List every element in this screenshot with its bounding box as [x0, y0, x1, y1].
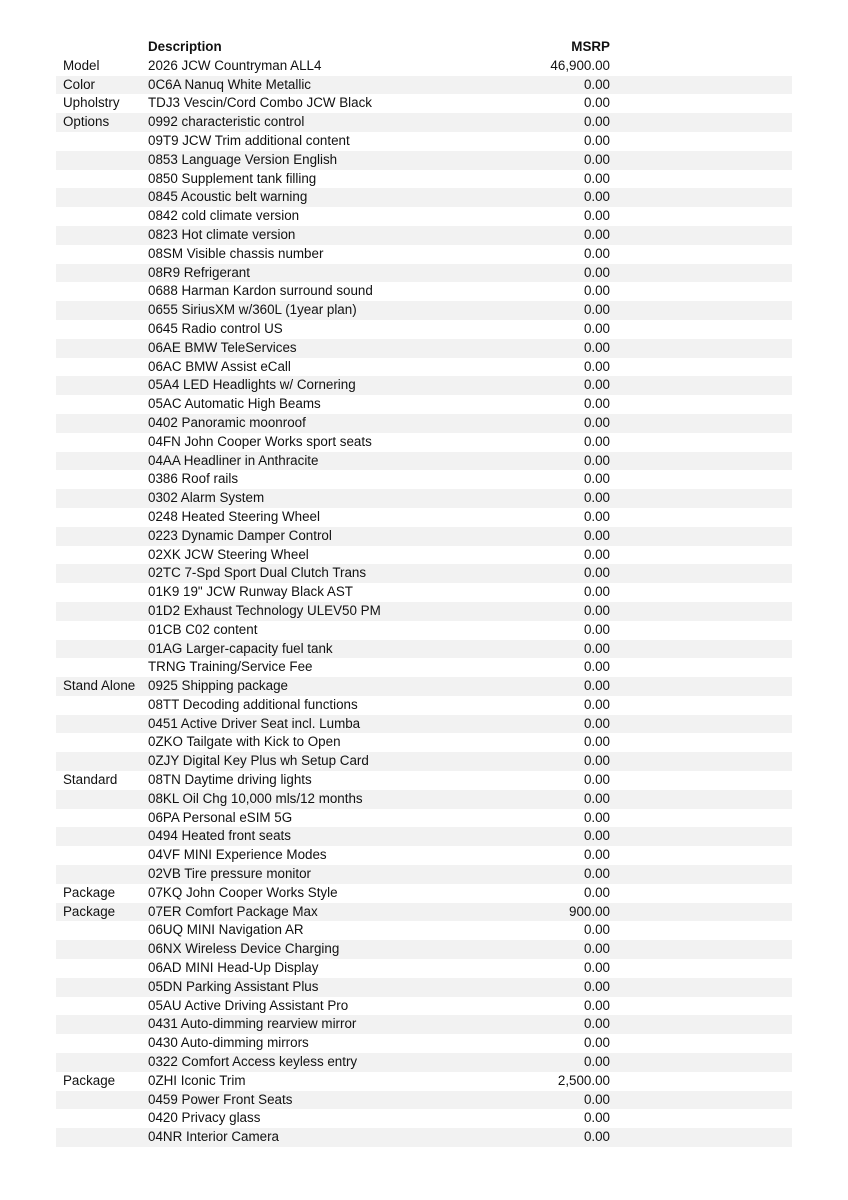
row-msrp: 0.00: [583, 922, 610, 938]
table-row: [56, 1034, 792, 1053]
row-description: 05DN Parking Assistant Plus: [148, 978, 319, 994]
row-description: 0248 Heated Steering Wheel: [148, 508, 320, 524]
row-description: 0C6A Nanuq White Metallic: [148, 76, 311, 92]
row-category: Standard: [63, 772, 118, 788]
row-description: 2026 JCW Countryman ALL4: [148, 57, 322, 73]
table-row: [56, 640, 792, 659]
row-category: Package: [63, 884, 116, 900]
row-msrp: 0.00: [583, 659, 610, 675]
description-header: Description: [148, 39, 222, 54]
table-row: [56, 790, 792, 809]
row-msrp: 0.00: [583, 471, 610, 487]
table-row: [56, 1128, 792, 1147]
table-row: [56, 658, 792, 677]
table-row: [56, 752, 792, 771]
table-row: [56, 903, 792, 922]
row-msrp: 0.00: [583, 339, 610, 355]
table-row: [56, 884, 792, 903]
table-row: [56, 358, 792, 377]
row-description: 0402 Panoramic moonroof: [148, 414, 306, 430]
row-msrp: 0.00: [583, 377, 610, 393]
table-row: [56, 733, 792, 752]
table-row: [56, 696, 792, 715]
row-description: 08R9 Refrigerant: [148, 264, 250, 280]
row-msrp: 0.00: [583, 302, 610, 318]
row-msrp: 0.00: [583, 208, 610, 224]
table-row: [56, 76, 792, 95]
row-description: 0430 Auto-dimming mirrors: [148, 1035, 309, 1051]
row-msrp: 0.00: [583, 132, 610, 148]
table-row: [56, 433, 792, 452]
row-description: 06AD MINI Head-Up Display: [148, 960, 319, 976]
row-description: 05A4 LED Headlights w/ Cornering: [148, 377, 356, 393]
row-msrp: 0.00: [583, 847, 610, 863]
row-msrp: 0.00: [583, 189, 610, 205]
row-description: 0688 Harman Kardon surround sound: [148, 283, 373, 299]
row-description: 07KQ John Cooper Works Style: [148, 884, 338, 900]
price-sheet: [56, 38, 792, 1147]
row-description: 04NR Interior Camera: [148, 1129, 279, 1145]
row-msrp: 0.00: [583, 76, 610, 92]
row-description: 06AE BMW TeleServices: [148, 339, 297, 355]
row-description: 06PA Personal eSIM 5G: [148, 809, 293, 825]
row-description: 0223 Dynamic Damper Control: [148, 527, 332, 543]
row-msrp: 0.00: [583, 809, 610, 825]
row-msrp: 0.00: [583, 114, 610, 130]
row-msrp: 0.00: [583, 414, 610, 430]
table-row: [56, 997, 792, 1016]
row-category: Model: [63, 57, 100, 73]
row-description: 0451 Active Driver Seat incl. Lumba: [148, 715, 361, 731]
table-row: [56, 170, 792, 189]
row-msrp: 0.00: [583, 565, 610, 581]
table-row: [56, 1109, 792, 1128]
row-description: 08KL Oil Chg 10,000 mls/12 months: [148, 790, 363, 806]
price-table-body: [56, 57, 792, 1147]
table-row: [56, 921, 792, 940]
row-description: 04FN John Cooper Works sport seats: [148, 433, 372, 449]
row-description: 0431 Auto-dimming rearview mirror: [148, 1016, 357, 1032]
table-row: [56, 602, 792, 621]
table-row: [56, 301, 792, 320]
row-description: TRNG Training/Service Fee: [148, 659, 313, 675]
table-row: [56, 226, 792, 245]
table-row: [56, 1091, 792, 1110]
table-row: [56, 57, 792, 76]
row-msrp: 0.00: [583, 452, 610, 468]
table-row: [56, 564, 792, 583]
row-description: 04AA Headliner in Anthracite: [148, 452, 319, 468]
row-msrp: 2,500.00: [557, 1072, 610, 1088]
row-description: TDJ3 Vescin/Cord Combo JCW Black: [148, 95, 372, 111]
row-description: 01D2 Exhaust Technology ULEV50 PM: [148, 602, 381, 618]
row-msrp: 0.00: [583, 1091, 610, 1107]
row-msrp: 0.00: [583, 1035, 610, 1051]
row-description: 07ER Comfort Package Max: [148, 903, 318, 919]
table-row: [56, 94, 792, 113]
row-msrp: 0.00: [583, 884, 610, 900]
row-msrp: 0.00: [583, 941, 610, 957]
row-description: 0925 Shipping package: [148, 678, 288, 694]
table-row: [56, 771, 792, 790]
table-row: [56, 1015, 792, 1034]
table-row: [56, 621, 792, 640]
row-description: 0322 Comfort Access keyless entry: [148, 1054, 358, 1070]
row-msrp: 0.00: [583, 828, 610, 844]
row-msrp: 0.00: [583, 715, 610, 731]
table-row: [56, 677, 792, 696]
row-description: 0ZHI Iconic Trim: [148, 1072, 246, 1088]
row-category: Upholstry: [63, 95, 120, 111]
row-msrp: 0.00: [583, 490, 610, 506]
table-row: [56, 1072, 792, 1091]
row-category: Package: [63, 1072, 116, 1088]
table-row: [56, 470, 792, 489]
row-description: 02VB Tire pressure monitor: [148, 866, 311, 882]
table-row: [56, 282, 792, 301]
row-category: Package: [63, 903, 116, 919]
table-row: [56, 113, 792, 132]
row-description: 0992 characteristic control: [148, 114, 305, 130]
row-msrp: 0.00: [583, 678, 610, 694]
table-row: [56, 151, 792, 170]
row-msrp: 0.00: [583, 396, 610, 412]
row-description: 02TC 7-Spd Sport Dual Clutch Trans: [148, 565, 367, 581]
row-msrp: 0.00: [583, 1110, 610, 1126]
row-msrp: 0.00: [583, 358, 610, 374]
row-msrp: 0.00: [583, 696, 610, 712]
row-msrp: 0.00: [583, 245, 610, 261]
table-row: [56, 207, 792, 226]
row-description: 01AG Larger-capacity fuel tank: [148, 640, 333, 656]
row-msrp: 0.00: [583, 978, 610, 994]
row-description: 0853 Language Version English: [148, 151, 338, 167]
row-msrp: 0.00: [583, 772, 610, 788]
row-msrp: 0.00: [583, 602, 610, 618]
row-category: Stand Alone: [63, 678, 136, 694]
header-row: [56, 38, 792, 57]
table-row: [56, 546, 792, 565]
table-row: [56, 132, 792, 151]
row-description: 06UQ MINI Navigation AR: [148, 922, 304, 938]
table-row: [56, 508, 792, 527]
row-msrp: 0.00: [583, 1016, 610, 1032]
table-row: [56, 245, 792, 264]
row-msrp: 0.00: [583, 866, 610, 882]
row-msrp: 0.00: [583, 527, 610, 543]
table-row: [56, 1053, 792, 1072]
row-description: 01CB C02 content: [148, 621, 258, 637]
table-row: [56, 865, 792, 884]
row-msrp: 0.00: [583, 433, 610, 449]
row-msrp: 0.00: [583, 584, 610, 600]
row-description: 0386 Roof rails: [148, 471, 239, 487]
table-row: [56, 414, 792, 433]
table-row: [56, 940, 792, 959]
row-msrp: 0.00: [583, 170, 610, 186]
row-msrp: 0.00: [583, 790, 610, 806]
table-row: [56, 583, 792, 602]
row-description: 0420 Privacy glass: [148, 1110, 261, 1126]
row-description: 08TN Daytime driving lights: [148, 772, 312, 788]
table-row: [56, 489, 792, 508]
row-msrp: 0.00: [583, 734, 610, 750]
table-row: [56, 395, 792, 414]
row-msrp: 900.00: [569, 903, 610, 919]
table-row: [56, 959, 792, 978]
row-description: 0850 Supplement tank filling: [148, 170, 317, 186]
row-description: 08TT Decoding additional functions: [148, 696, 358, 712]
row-description: 0ZJY Digital Key Plus wh Setup Card: [148, 753, 369, 769]
table-row: [56, 320, 792, 339]
row-description: 01K9 19" JCW Runway Black AST: [148, 584, 353, 600]
row-description: 02XK JCW Steering Wheel: [148, 546, 309, 562]
table-row: [56, 376, 792, 395]
table-row: [56, 978, 792, 997]
row-description: 0842 cold climate version: [148, 208, 300, 224]
row-description: 0845 Acoustic belt warning: [148, 189, 308, 205]
row-description: 0ZKO Tailgate with Kick to Open: [148, 734, 341, 750]
row-msrp: 0.00: [583, 546, 610, 562]
table-row: [56, 452, 792, 471]
table-row: [56, 809, 792, 828]
row-description: 0494 Heated front seats: [148, 828, 291, 844]
row-description: 0302 Alarm System: [148, 490, 265, 506]
row-msrp: 0.00: [583, 621, 610, 637]
row-description: 05AU Active Driving Assistant Pro: [148, 997, 349, 1013]
row-msrp: 0.00: [583, 997, 610, 1013]
row-description: 0823 Hot climate version: [148, 226, 296, 242]
row-msrp: 0.00: [583, 320, 610, 336]
row-msrp: 0.00: [583, 753, 610, 769]
table-row: [56, 339, 792, 358]
row-description: 0459 Power Front Seats: [148, 1091, 293, 1107]
row-msrp: 0.00: [583, 283, 610, 299]
row-category: Options: [63, 114, 110, 130]
row-description: 09T9 JCW Trim additional content: [148, 132, 350, 148]
row-msrp: 0.00: [583, 508, 610, 524]
row-description: 0655 SiriusXM w/360L (1year plan): [148, 302, 357, 318]
row-msrp: 0.00: [583, 151, 610, 167]
msrp-header: MSRP: [571, 39, 610, 54]
row-msrp: 0.00: [583, 960, 610, 976]
row-description: 06AC BMW Assist eCall: [148, 358, 291, 374]
row-category: Color: [63, 76, 95, 92]
row-description: 05AC Automatic High Beams: [148, 396, 321, 412]
table-row: [56, 264, 792, 283]
row-description: 0645 Radio control US: [148, 320, 283, 336]
row-msrp: 0.00: [583, 264, 610, 280]
row-msrp: 0.00: [583, 640, 610, 656]
row-description: 04VF MINI Experience Modes: [148, 847, 327, 863]
table-row: [56, 827, 792, 846]
row-description: 08SM Visible chassis number: [148, 245, 324, 261]
row-msrp: 0.00: [583, 226, 610, 242]
row-msrp: 0.00: [583, 1129, 610, 1145]
row-msrp: 46,900.00: [550, 57, 610, 73]
table-row: [56, 527, 792, 546]
row-msrp: 0.00: [583, 1054, 610, 1070]
table-row: [56, 846, 792, 865]
row-msrp: 0.00: [583, 95, 610, 111]
table-row: [56, 188, 792, 207]
table-row: [56, 715, 792, 734]
row-description: 06NX Wireless Device Charging: [148, 941, 340, 957]
